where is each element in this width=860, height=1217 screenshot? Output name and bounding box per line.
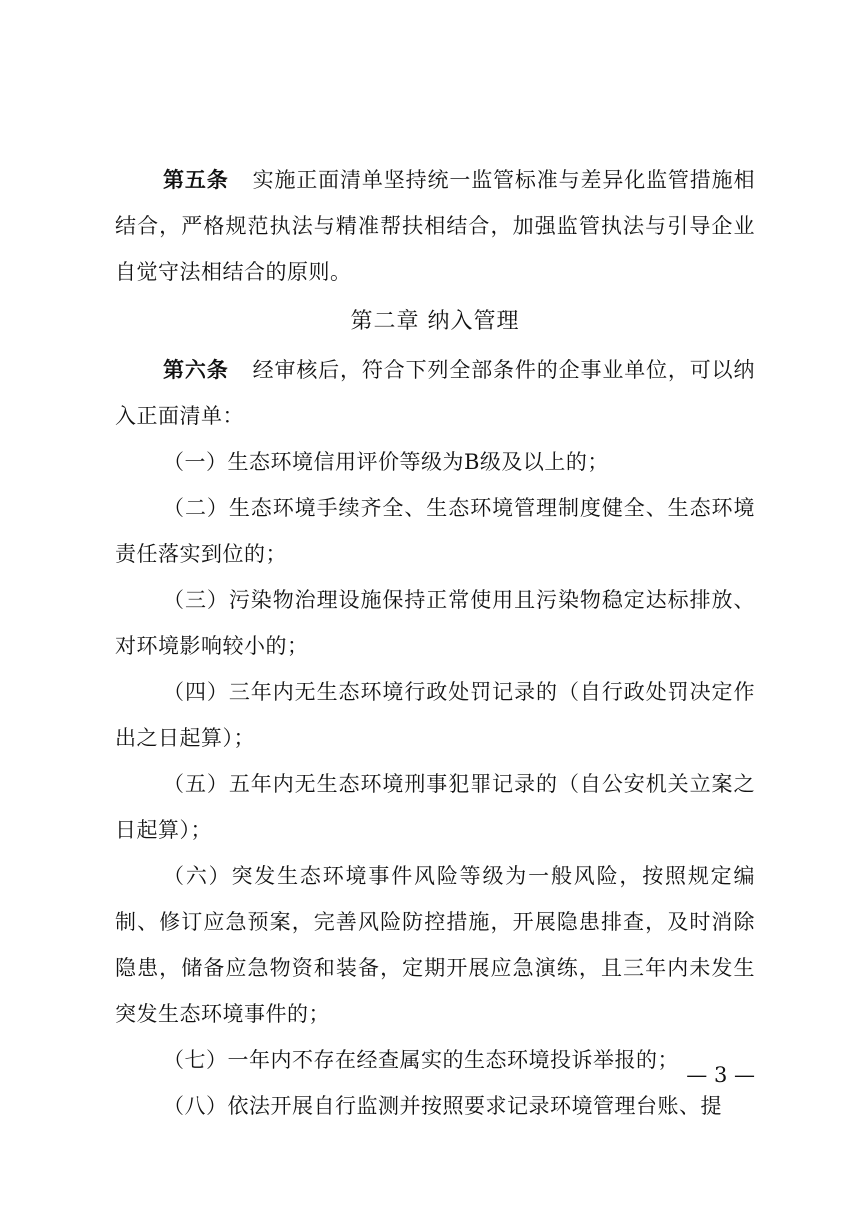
list-item: （六）突发生态环境事件风险等级为一般风险，按照规定编制、修订应急预案，完善风险防控措施，开展隐患排查，及时消除隐患，储备应急物资和装备，定期开展应急演练，且三年内未发生突发生态环境事件的；: [115, 864, 755, 1026]
list-item: （一）生态环境信用评价等级为B级及以上的；: [163, 450, 609, 474]
article-5-text: 实施正面清单坚持统一监管标准与差异化监管措施相结合，严格规范执法与精准帮扶相结合，加强监管执法与引导企业自觉守法相结合的原则。: [115, 168, 756, 284]
list-item: （八）依法开展自行监测并按照要求记录环境管理台账、提: [163, 1094, 722, 1118]
list-item: （四）三年内无生态环境行政处罚记录的（自行政处罚决定作出之日起算）；: [115, 680, 755, 750]
article-5: [115, 157, 755, 295]
list-item: （五）五年内无生态环境刑事犯罪记录的（自公安机关立案之日起算）；: [115, 772, 755, 842]
chapter-title: 第二章 纳入管理: [350, 309, 520, 334]
article-6-text: 经审核后，符合下列全部条件的企事业单位，可以纳入正面清单：: [115, 358, 756, 428]
article-6-label: 第六条: [163, 358, 229, 382]
list-item: （三）污染物治理设施保持正常使用且污染物稳定达标排放、对环境影响较小的；: [115, 588, 755, 658]
list-item: （二）生态环境手续齐全、生态环境管理制度健全、生态环境责任落实到位的；: [115, 496, 755, 566]
page-number: — 3 —: [686, 1063, 755, 1087]
document-page: [115, 157, 755, 1129]
list-item: （七）一年内不存在经查属实的生态环境投诉举报的；: [163, 1048, 679, 1072]
article-6: [115, 347, 755, 439]
article-5-label: 第五条: [163, 168, 229, 192]
